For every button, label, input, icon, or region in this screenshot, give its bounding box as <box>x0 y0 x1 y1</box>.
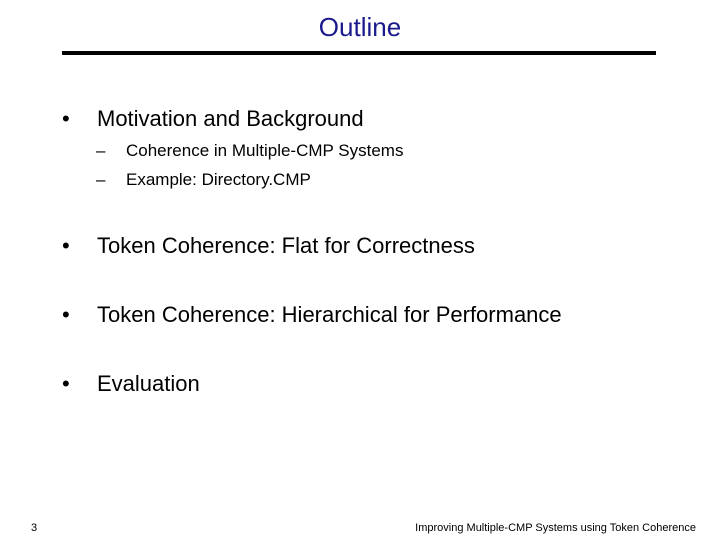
slide-title: Outline <box>318 12 402 42</box>
bullet-text: Token Coherence: Hierarchical for Performance <box>97 302 562 327</box>
bullet-mark: • <box>62 371 70 396</box>
bullet-text: Evaluation <box>97 371 200 396</box>
footer-text: Improving Multiple-CMP Systems using Token Coherence <box>415 522 696 534</box>
bullet-item <box>62 232 475 260</box>
sub-bullet-mark: – <box>96 170 106 189</box>
sub-bullet-item <box>96 140 403 162</box>
page-number: 3 <box>31 522 38 534</box>
sub-bullet-mark: – <box>96 141 106 160</box>
bullet-item <box>62 301 562 329</box>
sub-bullet-text: Coherence in Multiple-CMP Systems <box>126 141 404 160</box>
bullet-mark: • <box>62 302 70 327</box>
sub-bullet-item <box>96 169 311 191</box>
bullet-mark: • <box>62 106 70 131</box>
sub-bullet-text: Example: Directory.CMP <box>126 170 311 189</box>
bullet-mark: • <box>62 233 70 258</box>
title-divider <box>62 51 656 55</box>
bullet-item <box>62 105 364 133</box>
bullet-text: Motivation and Background <box>97 106 364 131</box>
bullet-text: Token Coherence: Flat for Correctness <box>97 233 475 258</box>
bullet-item <box>62 370 200 398</box>
